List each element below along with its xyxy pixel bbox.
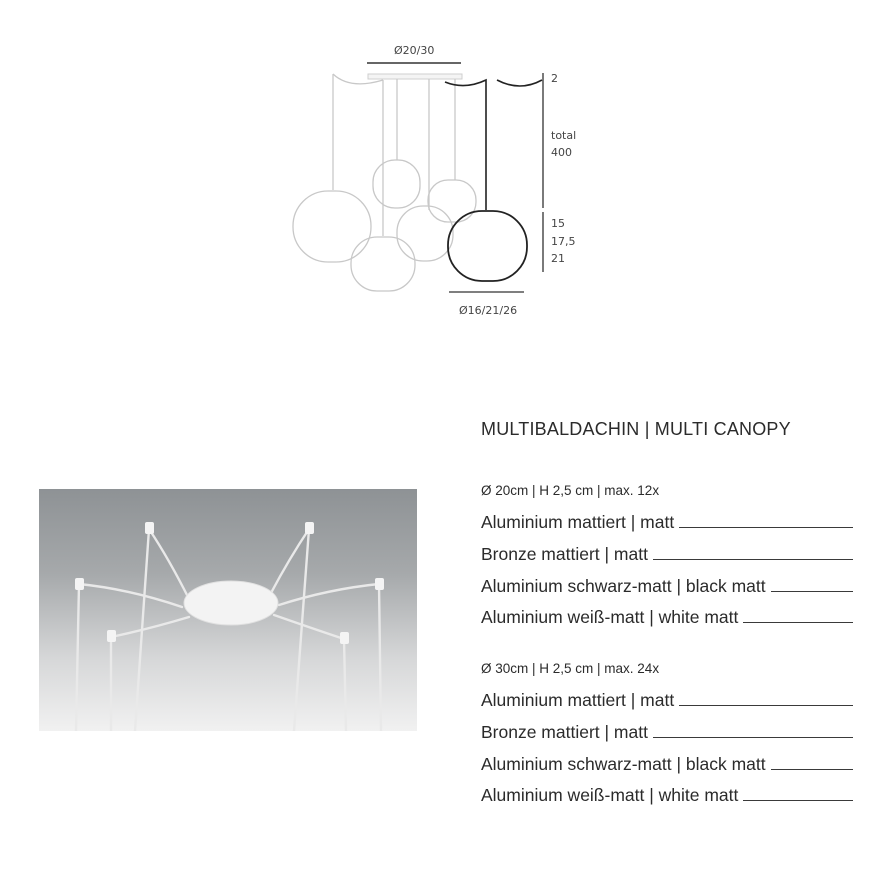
fill-line <box>679 705 853 706</box>
fill-line <box>653 559 853 560</box>
option-row <box>481 686 853 710</box>
option-label: Aluminium weiß-matt | white matt <box>481 607 739 627</box>
shade-diameter-label: Ø16/21/26 <box>459 304 518 317</box>
option-label: Aluminium schwarz-matt | black matt <box>481 754 766 774</box>
group-heading-30cm: Ø 30cm | H 2,5 cm | max. 24x <box>481 661 660 676</box>
pendant-shades-grey <box>293 160 476 291</box>
option-label: Aluminium mattiert | matt <box>481 512 675 532</box>
spec-title: MULTIBALDACHIN | MULTI CANOPY <box>481 419 791 439</box>
option-row <box>481 781 853 805</box>
canopy-height-label: 2 <box>551 72 558 85</box>
canopy-diameter-label: Ø20/30 <box>394 44 435 57</box>
fill-line <box>771 769 853 770</box>
cables <box>333 74 455 236</box>
option-row <box>481 508 853 532</box>
height-label-1: 15 <box>551 217 565 230</box>
fill-line <box>743 800 853 801</box>
dimension-drawing <box>0 0 880 340</box>
canopy-plate <box>368 74 462 79</box>
option-row <box>481 718 853 742</box>
height-label-2: 17,5 <box>551 235 576 248</box>
highlight-cable <box>445 80 486 210</box>
option-row <box>481 603 853 627</box>
product-photo <box>39 489 417 731</box>
option-label: Bronze mattiert | matt <box>481 544 648 564</box>
height-label-3: 21 <box>551 252 565 265</box>
total-value: 400 <box>551 146 572 159</box>
option-row <box>481 540 853 564</box>
fill-line <box>771 591 853 592</box>
option-label: Aluminium schwarz-matt | black matt <box>481 576 766 596</box>
option-row <box>481 572 853 596</box>
option-label: Aluminium mattiert | matt <box>481 690 675 710</box>
option-label: Bronze mattiert | matt <box>481 722 648 742</box>
option-label: Aluminium weiß-matt | white matt <box>481 785 739 805</box>
group-heading-20cm: Ø 20cm | H 2,5 cm | max. 12x <box>481 483 660 498</box>
option-row <box>481 750 853 774</box>
total-label: total <box>551 129 577 142</box>
cable-end <box>497 80 542 86</box>
fill-line <box>679 527 853 528</box>
fill-line <box>743 622 853 623</box>
fill-line <box>653 737 853 738</box>
